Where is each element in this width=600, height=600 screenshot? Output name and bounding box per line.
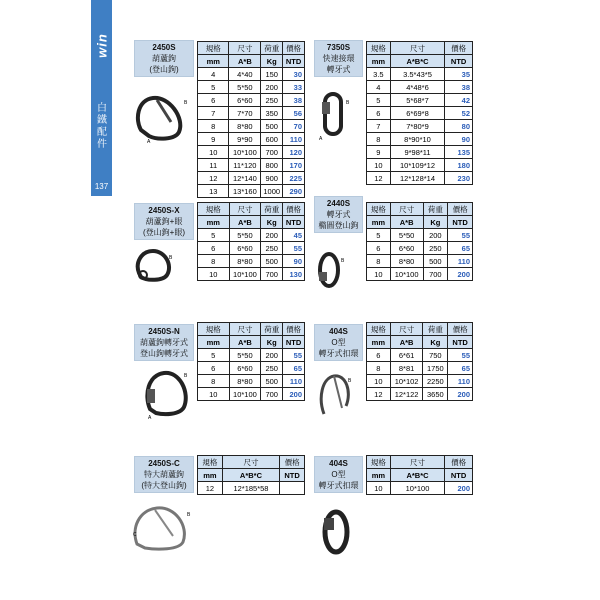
table-cell: 12	[198, 482, 223, 495]
product-label-404s-b	[314, 456, 363, 493]
price-cell: 80	[445, 120, 473, 133]
column-unit: mm	[198, 469, 223, 482]
table-cell: 4	[198, 68, 229, 81]
table-cell: 2250	[423, 375, 448, 388]
category-label: 白鐵配件	[97, 103, 107, 150]
column-header: 價格	[280, 456, 305, 469]
table-cell: 8	[367, 362, 391, 375]
svg-text:B: B	[348, 378, 352, 384]
column-unit: A*B	[390, 336, 423, 349]
table-cell: 750	[423, 349, 448, 362]
product-subname: (登山鉤+眼)	[143, 228, 185, 237]
price-cell: 55	[448, 229, 473, 242]
table-cell: 9*90	[229, 133, 261, 146]
table-row	[198, 362, 305, 375]
table-row	[198, 81, 305, 94]
table-cell: 700	[261, 388, 283, 401]
column-unit: mm	[367, 216, 391, 229]
table-row	[367, 375, 473, 388]
price-cell: 42	[445, 94, 473, 107]
column-header: 尺寸	[229, 203, 261, 216]
table-cell: 8	[367, 255, 391, 268]
table-cell: 7*70	[229, 107, 261, 120]
svg-text:B: B	[184, 100, 188, 106]
column-unit: mm	[367, 469, 391, 482]
price-cell: 120	[283, 146, 305, 159]
column-unit: A*B*C	[390, 55, 445, 68]
svg-text:A: A	[147, 139, 151, 145]
price-cell: 110	[448, 255, 473, 268]
table-cell: 1750	[423, 362, 448, 375]
table-cell: 1000	[261, 185, 283, 198]
product-code: 2440S	[326, 199, 351, 208]
table-row	[367, 146, 473, 159]
table-cell: 3.5	[367, 68, 391, 81]
table-cell: 5	[198, 81, 229, 94]
table-cell: 8*81	[390, 362, 423, 375]
table-cell: 9*98*11	[390, 146, 445, 159]
column-unit: A*B*C	[222, 469, 279, 482]
table-cell: 10*100	[390, 482, 444, 495]
oval-carabiner-image	[311, 250, 351, 290]
price-cell: 52	[445, 107, 473, 120]
spec-table-2440s	[366, 202, 473, 281]
table-row	[367, 482, 473, 495]
table-cell: 8	[198, 120, 229, 133]
column-unit: mm	[367, 336, 391, 349]
brand-logo	[91, 14, 112, 94]
table-row	[367, 81, 473, 94]
table-cell: 5*50	[390, 229, 423, 242]
column-header: 荷重	[261, 42, 283, 55]
price-cell: 38	[283, 94, 305, 107]
spec-table-2450s-x	[197, 202, 305, 281]
table-cell: 250	[423, 242, 448, 255]
product-name: O型	[331, 338, 346, 347]
table-cell: 6*60	[229, 242, 261, 255]
price-cell: 90	[445, 133, 473, 146]
product-code: 2450S-N	[148, 327, 180, 336]
table-cell: 10*100	[229, 268, 261, 281]
column-unit: A*B	[229, 216, 261, 229]
column-unit: NTD	[283, 336, 305, 349]
table-cell: 7	[367, 120, 391, 133]
table-cell: 9	[198, 133, 229, 146]
table-cell: 200	[261, 349, 283, 362]
product-label-7350s	[314, 40, 363, 77]
product-subname: (登山鉤)	[149, 65, 179, 74]
price-cell: 200	[283, 388, 305, 401]
table-row	[198, 255, 305, 268]
table-row	[367, 388, 473, 401]
product-code: 2450S	[152, 43, 176, 52]
column-header: 規格	[198, 323, 230, 336]
product-subname: 橢圓登山鉤	[318, 221, 359, 230]
column-header: 價格	[283, 323, 305, 336]
table-cell: 12	[198, 172, 229, 185]
table-cell: 5*50	[229, 349, 261, 362]
price-cell	[280, 482, 305, 495]
product-code: 7350S	[326, 43, 351, 52]
table-cell: 12	[367, 172, 391, 185]
price-cell: 55	[283, 242, 305, 255]
table-row	[198, 159, 305, 172]
svg-text:B: B	[184, 373, 188, 379]
table-cell: 5	[367, 94, 391, 107]
quick-link-image	[313, 88, 358, 143]
table-cell: 10*100	[229, 146, 261, 159]
table-cell: 5	[367, 229, 391, 242]
table-row	[367, 159, 473, 172]
table-cell: 200	[423, 229, 448, 242]
table-row	[198, 242, 305, 255]
product-subname: (特大登山鉤)	[141, 481, 187, 490]
column-header: 規格	[198, 203, 230, 216]
table-cell: 8	[198, 255, 230, 268]
table-row	[198, 388, 305, 401]
snap-hook-image	[312, 368, 357, 423]
table-cell: 200	[261, 229, 283, 242]
table-cell: 6	[198, 362, 230, 375]
table-row	[198, 68, 305, 81]
column-header: 價格	[448, 323, 473, 336]
spec-table-2450s	[197, 41, 305, 198]
table-cell: 10	[198, 268, 230, 281]
table-row	[367, 229, 473, 242]
table-cell: 8*80	[390, 255, 423, 268]
column-header: 荷重	[423, 203, 448, 216]
column-header: 尺寸	[222, 456, 279, 469]
column-unit: Kg	[261, 216, 283, 229]
table-cell: 250	[261, 94, 283, 107]
table-row	[367, 268, 473, 281]
price-cell: 65	[448, 242, 473, 255]
product-name: 葫蘆鉤轉牙式	[140, 338, 188, 347]
table-cell: 6*60	[390, 242, 423, 255]
product-code: 404S	[329, 327, 348, 336]
table-cell: 6	[367, 242, 391, 255]
column-header: 價格	[448, 203, 473, 216]
column-unit: mm	[198, 336, 230, 349]
price-cell: 38	[445, 81, 473, 94]
column-unit: mm	[198, 55, 229, 68]
column-header: 荷重	[261, 203, 283, 216]
column-unit: Kg	[261, 55, 283, 68]
product-name: 轉牙式	[326, 210, 351, 219]
table-row	[198, 268, 305, 281]
table-cell: 150	[261, 68, 283, 81]
product-subname: 登山鉤轉牙式	[140, 349, 188, 358]
table-cell: 10	[198, 388, 230, 401]
column-header: 荷重	[261, 323, 283, 336]
product-code: 2450S-X	[148, 206, 180, 215]
svg-text:C: C	[133, 532, 137, 538]
price-cell: 290	[283, 185, 305, 198]
price-cell: 70	[283, 120, 305, 133]
table-cell: 10*102	[390, 375, 423, 388]
table-row	[198, 482, 305, 495]
product-label-2440s	[314, 196, 363, 233]
large-carabiner-image	[127, 500, 197, 555]
table-cell: 5	[198, 349, 230, 362]
page-number: 137	[94, 182, 109, 191]
table-cell: 8*80	[229, 120, 261, 133]
table-cell: 4*40	[229, 68, 261, 81]
price-cell: 56	[283, 107, 305, 120]
table-cell: 8*80	[229, 255, 261, 268]
table-cell: 900	[261, 172, 283, 185]
price-cell: 55	[283, 349, 305, 362]
table-cell: 250	[261, 362, 283, 375]
column-unit: NTD	[445, 55, 473, 68]
table-row	[198, 229, 305, 242]
price-cell: 30	[283, 68, 305, 81]
carabiner-hook-image	[127, 90, 192, 145]
table-cell: 350	[261, 107, 283, 120]
table-row	[367, 255, 473, 268]
table-row	[367, 68, 473, 81]
column-header: 尺寸	[390, 42, 445, 55]
price-cell: 65	[283, 362, 305, 375]
table-cell: 4	[367, 81, 391, 94]
o-ring-link-image	[318, 504, 358, 559]
column-unit: NTD	[280, 469, 305, 482]
table-cell: 8*80	[229, 375, 261, 388]
table-cell: 8	[198, 375, 230, 388]
table-row	[367, 107, 473, 120]
table-cell: 5*50	[229, 81, 261, 94]
svg-text:B: B	[169, 255, 173, 261]
table-cell: 7	[198, 107, 229, 120]
table-cell: 12*128*14	[390, 172, 445, 185]
table-cell: 6	[367, 107, 391, 120]
table-cell: 6	[367, 349, 391, 362]
product-name: 葫蘆鉤+眼	[145, 217, 183, 226]
column-unit: NTD	[445, 469, 473, 482]
table-cell: 6*61	[390, 349, 423, 362]
table-cell: 10*100	[229, 388, 261, 401]
column-unit: NTD	[283, 55, 305, 68]
product-name: O型	[331, 470, 346, 479]
svg-text:B: B	[341, 258, 345, 264]
table-cell: 600	[261, 133, 283, 146]
column-header: 價格	[283, 42, 305, 55]
price-cell: 110	[448, 375, 473, 388]
price-cell: 45	[283, 229, 305, 242]
table-row	[367, 362, 473, 375]
screw-carabiner-image	[140, 365, 195, 420]
price-cell: 225	[283, 172, 305, 185]
table-cell: 700	[261, 268, 283, 281]
table-cell: 200	[261, 81, 283, 94]
price-cell: 110	[283, 375, 305, 388]
table-cell: 10	[367, 159, 391, 172]
table-row	[367, 349, 473, 362]
table-cell: 8	[367, 133, 391, 146]
table-row	[198, 107, 305, 120]
table-row	[198, 172, 305, 185]
table-row	[367, 242, 473, 255]
table-cell: 700	[261, 146, 283, 159]
table-cell: 12*185*58	[222, 482, 279, 495]
svg-text:B: B	[187, 512, 191, 518]
table-cell: 500	[261, 375, 283, 388]
column-header: 尺寸	[390, 323, 423, 336]
column-unit: Kg	[423, 216, 448, 229]
spec-table-7350s	[366, 41, 473, 185]
price-cell: 200	[448, 388, 473, 401]
product-code: 2450S-C	[148, 459, 180, 468]
product-name: 葫蘆鉤	[152, 54, 176, 63]
price-cell: 200	[448, 268, 473, 281]
table-cell: 6	[198, 242, 230, 255]
table-cell: 8*90*10	[390, 133, 445, 146]
product-subname: 轉牙式扣環	[318, 481, 359, 490]
column-header: 規格	[367, 203, 391, 216]
column-unit: A*B	[229, 55, 261, 68]
table-cell: 6*69*8	[390, 107, 445, 120]
product-label-404s	[314, 324, 363, 361]
svg-text:A: A	[148, 415, 152, 420]
column-unit: NTD	[283, 216, 305, 229]
table-row	[198, 349, 305, 362]
price-cell: 55	[448, 349, 473, 362]
product-name: 特大葫蘆鉤	[144, 470, 184, 479]
spec-table-2450s-c	[197, 455, 305, 495]
table-row	[367, 94, 473, 107]
table-row	[367, 172, 473, 185]
column-header: 規格	[367, 323, 391, 336]
table-cell: 10	[367, 268, 391, 281]
table-cell: 5	[198, 229, 230, 242]
column-unit: mm	[198, 216, 230, 229]
column-header: 價格	[445, 42, 473, 55]
table-cell: 12*122	[390, 388, 423, 401]
spec-table-404s-b	[366, 455, 473, 495]
column-unit: NTD	[448, 216, 473, 229]
column-unit: Kg	[261, 336, 283, 349]
column-header: 尺寸	[229, 323, 261, 336]
column-header: 規格	[198, 42, 229, 55]
table-row	[198, 185, 305, 198]
column-header: 尺寸	[390, 456, 444, 469]
price-cell: 110	[283, 133, 305, 146]
table-row	[198, 375, 305, 388]
column-header: 尺寸	[390, 203, 423, 216]
price-cell: 35	[445, 68, 473, 81]
price-cell: 65	[448, 362, 473, 375]
product-label-2450s	[134, 40, 194, 77]
product-label-2450s-c	[134, 456, 194, 493]
table-row	[198, 94, 305, 107]
table-cell: 10*100	[390, 268, 423, 281]
column-unit: A*B	[390, 216, 423, 229]
carabiner-eye-image	[133, 245, 178, 285]
table-row	[367, 133, 473, 146]
column-header: 價格	[283, 203, 305, 216]
column-header: 規格	[367, 456, 391, 469]
table-cell: 13	[198, 185, 229, 198]
price-cell: 200	[445, 482, 473, 495]
column-unit: A*B	[229, 336, 261, 349]
column-header: 規格	[367, 42, 391, 55]
product-subname: 轉牙式	[326, 65, 351, 74]
table-row	[198, 133, 305, 146]
table-cell: 12	[367, 388, 391, 401]
price-cell: 135	[445, 146, 473, 159]
table-cell: 500	[261, 120, 283, 133]
spec-table-2450s-n	[197, 322, 305, 401]
product-code: 404S	[329, 459, 348, 468]
product-label-2450s-n	[134, 324, 194, 361]
column-header: 荷重	[423, 323, 448, 336]
price-cell: 130	[283, 268, 305, 281]
table-row	[198, 120, 305, 133]
column-header: 價格	[445, 456, 473, 469]
table-cell: 500	[423, 255, 448, 268]
table-cell: 9	[367, 146, 391, 159]
column-header: 尺寸	[229, 42, 261, 55]
product-name: 快速接環	[322, 54, 355, 63]
product-label-2450s-x	[134, 203, 194, 240]
column-unit: NTD	[448, 336, 473, 349]
table-row	[367, 120, 473, 133]
table-cell: 10	[367, 482, 391, 495]
table-cell: 10*109*12	[390, 159, 445, 172]
table-cell: 11	[198, 159, 229, 172]
table-cell: 500	[261, 255, 283, 268]
table-cell: 5*68*7	[390, 94, 445, 107]
table-cell: 700	[423, 268, 448, 281]
product-subname: 轉牙式扣環	[318, 349, 359, 358]
column-unit: mm	[367, 55, 391, 68]
price-cell: 170	[283, 159, 305, 172]
column-unit: Kg	[423, 336, 448, 349]
spec-table-404s	[366, 322, 473, 401]
svg-text:B: B	[346, 100, 350, 106]
price-cell: 180	[445, 159, 473, 172]
column-header: 規格	[198, 456, 223, 469]
brand-logo-text: win	[94, 33, 110, 58]
table-cell: 250	[261, 242, 283, 255]
price-cell: 90	[283, 255, 305, 268]
price-cell: 33	[283, 81, 305, 94]
table-cell: 13*160	[229, 185, 261, 198]
table-cell: 6*60	[229, 362, 261, 375]
table-cell: 5*50	[229, 229, 261, 242]
table-cell: 6	[198, 94, 229, 107]
table-cell: 800	[261, 159, 283, 172]
table-cell: 6*60	[229, 94, 261, 107]
table-row	[198, 146, 305, 159]
table-cell: 4*48*6	[390, 81, 445, 94]
price-cell: 230	[445, 172, 473, 185]
table-cell: 7*80*9	[390, 120, 445, 133]
table-cell: 11*120	[229, 159, 261, 172]
column-unit: A*B*C	[390, 469, 444, 482]
table-cell: 10	[367, 375, 391, 388]
table-cell: 3.5*43*5	[390, 68, 445, 81]
table-cell: 10	[198, 146, 229, 159]
table-cell: 12*140	[229, 172, 261, 185]
table-cell: 3650	[423, 388, 448, 401]
svg-text:A: A	[319, 136, 323, 142]
